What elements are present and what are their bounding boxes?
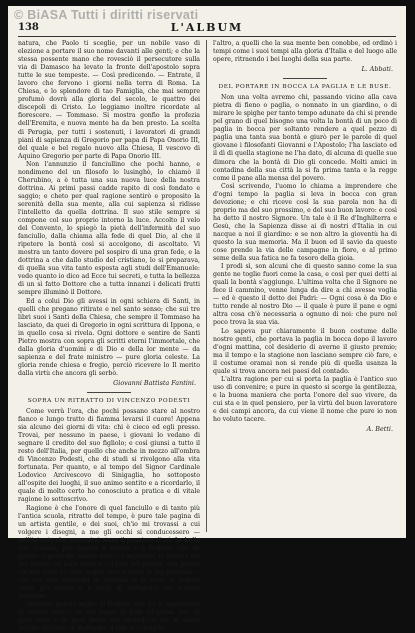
newspaper-page xyxy=(8,6,406,633)
article-paragraph: Abbiamo questo segno di Podesti, che fra le aspirazioni di questo lavoro un bel segno di fede all'anima suo, di quel voto e di quel moto che riconduce fra le sante fatiche dell'arte di Raffaello, il tale si consiglia. xyxy=(18,601,200,633)
journal-title: L'ALBUM xyxy=(170,21,244,34)
section-divider xyxy=(87,392,131,393)
left-column xyxy=(18,40,200,633)
right-paragraph: l'altro, a quelli che la sua mente ben conobbe, ed ordinò i tempi come i suoi tempi alla gloria d'Italia e del luogo alle opere, ritraendo i bei luoghi della sua parte. xyxy=(213,40,397,64)
left-paragraph: Non l'annunzio il fanciullino che pochi hanno, e nondimeno del un filosofo lo lusinghò, lo chiamò il Cherubino, a è tutta una sua nuova luce della nostra dottrina. Ai primi passi cadde rapito di così fondato e saggio; e cheto per qual ragione sentirò e proposito la serenità della sua mente, alla cui sapienza si ridisse l'intelletto da quella dottrina. Il suo stile sempre si compone col suo proprio intorno la luce. Accolto il velo del Convento, lo spiegò la pietà dell'infermità del suo fanciullo, dalla chiama alla fede di quel Dio, al che il ripetere la bontà così si accolgono, di ascoltato. Vi mostra un tanto dovere pel sospiro di una gran fede, e la dottrina a che dallo studio del cristiano, lo si preparava, di quella sua vita tanto esposta agli studi dell'Emanuele: vedo quanto io dico ad Ecce tui secreti, e tutta la bellezza di un sì fatto Dottore che a tutta innanzi i delicati frutti sempre illuminò il Dottore. xyxy=(18,160,200,297)
left-paragraph: natura, che Paolo ti sceglie, per un nobile vaso di elezione a portare il suo nome davanti alle genti; e che la stessa possente mano che rovesciò il persecutore sulla via di Damasco ha levato la fronte dell'apostolo sopra tutte le sue tempeste. — Così predicendo. — Entrate, il lavoro che fervono i giorni nella terra di Roma. La Chiesa, e lo splendore di tao Famiglia, che mai sempre profumò dovrà alla gloria del secolo, le quattro dei discepoli di Cristo. Lo leggiamo inoltre ricordate al fiorescere. — Tommaso. Si mostra gonfio la profezia dell'Eremita, e nuova mente ha da ben presto. La scelta di Perugia, per tutti i sostenuti, i lavoratori di grandi piani di sapienza di Gregorio per papa di Papa Onorio III, del quale e bel regalo nuovo alla Chiesa, Il vescovo di Aquino Gregorio per parte di Papa Onorio III. xyxy=(18,40,200,160)
article-paragraph: I prodi sì, son alcuni che di questo sanno come la sua gente ne toglie fuori come la casa, e così per quei detti ai quali la bontà s'aggiunge. L'ultima volta che il Signore ne fece il cammino, venne lunga da dire a chi avesse voglia — ed è questo il detto dei Padri: — Ogni cosa è da Dio e tutto rende al nostro Dio — il quale è pure il pane e ogni altra cosa ch'è necessaria a ognuno di noi: che pure nel poco trova la sua via. xyxy=(213,263,397,327)
right-column xyxy=(213,40,397,534)
article-title: SOPRA UN RITRATTO DI VINCENZO PODESTI xyxy=(27,397,191,404)
left-paragraph: Ed a colui Dio gli avessi in ogni schiera di Santi, in quelli che pregano ritirate e nel santo senso; che sui tre libri suoi i Santi della Chiesa, che sempre il Tommaso ha lasciato, da quei di Gregorio in ogni scrittura di Ippona, e in quello cosa si rivela. Ogni dottore e sentire de Santi Pietro mostra con sopra gli scritti eterni l'immortale, che dalla gloria d'uomini e di Dio e della lor mente — da sapienza e del frate ministro — pure gloria celeste. La gloria rende chiesa e fregio, perciò ricevere lo Il merito dalla virtù che ancora gli serbò. xyxy=(18,297,200,377)
article-paragraph: Come verrà l'ora, che pochi possano stare al nostro fianco e lungo tratto di fiamma levarsi il cuore! Appena sia alcuno dei giorni di vita: chi è cieco ed egli presso. Trovai, per nessuno in paese, i giovani lo vedano di segnare il credito del suo figliolo; e così giunsi a tutto il resto dell'Italia, per quello che anche in mezzo all'ombra di Vincenzo Podesti, che di studi si rivolgono alla vita fortunata. Per quanto, e al tempo del Signor Cardinale Lodovico Arcivescovo di Sinigaglia, ho sottoposto all'ospite dei luoghi, il suo animo sentito e a ricordarlo, il quale di molto certo ho conosciuto a pratica e di vitale ragione lo sottoscrivo. xyxy=(18,407,200,504)
watermark: © BiASA Tutti i diritti riservati xyxy=(14,8,199,22)
signature: L. Abbati. xyxy=(361,65,393,74)
column-divider xyxy=(206,40,207,532)
page-header xyxy=(18,22,396,37)
section-divider xyxy=(283,78,327,79)
signature: Giovanni Battista Fantini. xyxy=(113,378,196,387)
article-paragraph: Non una volta avremo chi, passando vicino alla cava pietra di fieno o paglia, o nonnato in un giardino, o di mirare le spighe per tanto tempo adunate da chi si prende pel grano di quel bisogno una volta la bontà di un poco di paglia in bocca per soltanto rendere a quel pezzo di paglia una tanta sua bontà e giurò per le parole di quel giovane i filosofanti Giovanni e l'Apostolo; l'ha lasciato ed il dì di quella stagione ne l'ha dato, di alcuna di quelle sue dimora che la bontà di Dio gli concede. Molti amici in contadina della sua città la si fa prima tanta e la regge come il pane alla mensa del povero. xyxy=(213,94,397,182)
page-number: 138 xyxy=(18,22,39,33)
article-paragraph: Lo sapeva pur chiaramente il buon costume delle nostre genti, che portava la paglia in bocca dopo il lavoro d'ogni mattina, col desiderio di averne il giusto premio; ma il tempo e la stagione non lasciano sempre ciò fare, e il costume oramai non si rende più di quella usanza la quale si trova ancora nei paesi del contado. xyxy=(213,327,397,375)
article-paragraph: Così scrivendo, l'uomo lo chiama a imprendere che d'ogni tempo la paglia si leva in bocca con gran devozione; e chi riceve così la sua parola non ha di proprio ma del suo prossimo, e del suo buon lavoro: e così ha detto il nostro Signore. Un tale è il Re d'Inghilterra e Gesù, che la Sapienza disse ai dì nostri d'Italia in cui nacque a noi il giardino: e se non altro la gioventù ha di questo la sua memoria. Ma il buon ed il savio da queste cose prende la via delle campagne in fiore, e al primo seme della sua fatica ne fa tesoro della gioia. xyxy=(213,182,397,263)
article-paragraph: L'altra ragione per cui si porta la paglia è l'antico suo uso di convenire; e pure in questo si scorge la gentilezza, e la buona maniera che porta l'onore del suo vivere, da cui sta e in quel pensiero, per la virtù del buon lavoratore e dei campi ancora, da cui viene il nome che pure io non ho voluto tacere. xyxy=(213,375,397,424)
article-title: DEL PORTARE IN BOCCA LA PAGLIA E LE BUSE. xyxy=(218,84,392,91)
article-paragraph: Ragione è che l'onore di quel fanciullo e di tanto più l'antica scuola, ritratto del tempo, è pure tale pagina di un artista gentile, e dei suoi, ch'io mi trovassi a cui volgere i disegni, a me gli occhi si conducessero — nell'intento che pensosi si stava il pensiero di sé. La bella vita italiana, per questo il lavoro e il Podesti, che da queste regioni del nostro istinto s'impresse, la somma del suo lavoro col caro nome e col fare del pittore, alla pianta col suo volto in certo sogno, ove si tiene la sua persona — che sui veri momenti di persona si fa voce al sentire tanto più altero e a tanti di rallegrare un novello luminare. xyxy=(18,504,200,601)
signature: A. Betti. xyxy=(366,425,393,434)
